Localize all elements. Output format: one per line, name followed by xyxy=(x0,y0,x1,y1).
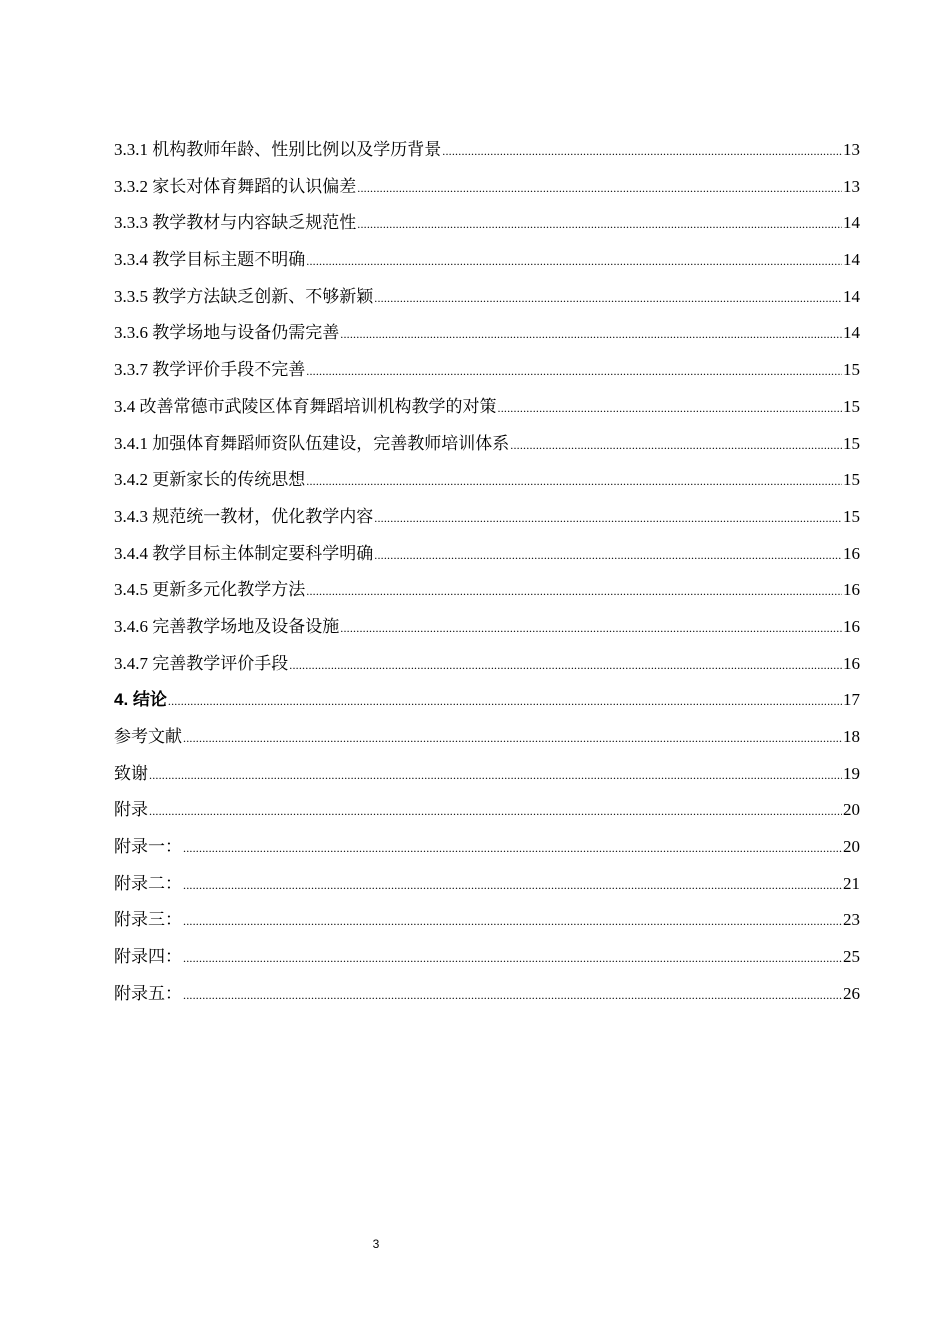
toc-entry[interactable] xyxy=(114,137,860,174)
toc-dot-leader xyxy=(357,211,842,237)
toc-dot-leader xyxy=(498,395,843,421)
toc-entry[interactable] xyxy=(114,724,860,761)
toc-entry-title: 3.3.4 教学目标主题不明确 xyxy=(114,250,306,270)
toc-entry[interactable] xyxy=(114,504,860,541)
toc-entry-page: 15 xyxy=(843,360,860,380)
toc-entry-page: 14 xyxy=(843,286,860,306)
toc-dot-leader xyxy=(149,762,842,788)
toc-entry[interactable] xyxy=(114,577,860,614)
toc-entry-title: 3.4 改善常德市武陵区体育舞蹈培训机构教学的对策 xyxy=(114,396,497,416)
toc-entry-title: 参考文献 xyxy=(114,727,182,746)
toc-dot-leader xyxy=(357,175,842,201)
toc-entry-title: 3.4.6 完善教学场地及设备设施 xyxy=(114,616,340,636)
toc-entry[interactable] xyxy=(114,357,860,394)
toc-entry-title: 附录 xyxy=(114,800,148,820)
toc-dot-leader xyxy=(374,285,842,311)
toc-dot-leader xyxy=(442,138,842,164)
toc-entry-title: 3.3.5 教学方法缺乏创新、不够新颖 xyxy=(114,286,374,306)
toc-entry-title: 致谢 xyxy=(114,763,148,783)
toc-entry[interactable] xyxy=(114,467,860,504)
toc-entry-page: 19 xyxy=(843,763,860,783)
toc-entry-title: 3.3.1 机构教师年龄、性别比例以及学历背景 xyxy=(114,140,442,159)
toc-entry[interactable] xyxy=(114,761,860,798)
toc-entry-page: 13 xyxy=(843,140,860,159)
toc-entry-page: 20 xyxy=(843,800,860,820)
toc-entry-page: 21 xyxy=(843,873,860,893)
toc-entry[interactable] xyxy=(114,871,860,908)
toc-entry[interactable] xyxy=(114,834,860,871)
toc-entry[interactable] xyxy=(114,981,860,1018)
toc-entry-title: 3.4.7 完善教学评价手段 xyxy=(114,653,289,673)
toc-entry-page: 15 xyxy=(843,396,860,416)
toc-entry[interactable] xyxy=(114,394,860,431)
page-number: 3 xyxy=(372,1237,380,1251)
toc-dot-leader xyxy=(306,578,842,604)
toc-entry-page: 15 xyxy=(843,433,860,453)
toc-entry[interactable] xyxy=(114,431,860,468)
toc-entry-title: 4. 结论 xyxy=(114,690,167,710)
toc-dot-leader xyxy=(183,872,842,898)
toc-entry-title: 附录一： xyxy=(114,837,182,857)
toc-entry-page: 16 xyxy=(843,616,860,636)
toc-entry-title: 3.4.4 教学目标主体制定要科学明确 xyxy=(114,543,374,563)
toc-dot-leader xyxy=(306,248,842,274)
toc-entry[interactable] xyxy=(114,284,860,321)
toc-entry-title: 3.3.2 家长对体育舞蹈的认识偏差 xyxy=(114,176,357,196)
toc-dot-leader xyxy=(340,615,842,641)
toc-entry-title: 附录四： xyxy=(114,947,182,967)
toc-entry-title: 附录五： xyxy=(114,983,182,1003)
toc-entry-title: 3.4.2 更新家长的传统思想 xyxy=(114,470,306,490)
toc-entry[interactable] xyxy=(114,651,860,688)
toc-entry[interactable] xyxy=(114,687,860,724)
toc-entry-page: 25 xyxy=(843,947,860,967)
toc-entry-page: 15 xyxy=(843,470,860,490)
toc-entry-page: 20 xyxy=(843,837,860,857)
toc-dot-leader xyxy=(168,688,842,714)
toc-entry-page: 16 xyxy=(843,653,860,673)
toc-entry-page: 14 xyxy=(843,213,860,233)
toc-dot-leader xyxy=(306,468,842,494)
toc-dot-leader xyxy=(510,432,842,458)
toc-entry[interactable] xyxy=(114,614,860,651)
toc-dot-leader xyxy=(340,321,842,347)
toc-entry[interactable] xyxy=(114,174,860,211)
toc-dot-leader xyxy=(149,798,842,824)
toc-dot-leader xyxy=(306,358,842,384)
toc-entry-page: 18 xyxy=(843,727,860,746)
toc-entry-title: 3.4.1 加强体育舞蹈师资队伍建设，完善教师培训体系 xyxy=(114,433,510,453)
toc-dot-leader xyxy=(183,982,842,1008)
toc-entry-title: 3.3.7 教学评价手段不完善 xyxy=(114,360,306,380)
toc-entry-title: 3.3.3 教学教材与内容缺乏规范性 xyxy=(114,213,357,233)
toc-dot-leader xyxy=(374,505,842,531)
toc-dot-leader xyxy=(183,725,842,751)
toc-entry[interactable] xyxy=(114,907,860,944)
toc-dot-leader xyxy=(183,835,842,861)
toc-dot-leader xyxy=(374,542,842,568)
toc-entry-page: 16 xyxy=(843,543,860,563)
toc-entry-title: 3.4.5 更新多元化教学方法 xyxy=(114,580,306,600)
toc-entry-title: 附录二： xyxy=(114,873,182,893)
toc-entry-page: 15 xyxy=(843,506,860,526)
toc-entry-page: 26 xyxy=(843,983,860,1003)
toc-entry[interactable] xyxy=(114,210,860,247)
toc-entry[interactable] xyxy=(114,541,860,578)
toc-entry-page: 23 xyxy=(843,910,860,930)
toc-entry-title: 附录三： xyxy=(114,910,182,930)
toc-entry-title: 3.3.6 教学场地与设备仍需完善 xyxy=(114,323,340,343)
toc-dot-leader xyxy=(183,945,842,971)
toc-entry-title: 3.4.3 规范统一教材，优化教学内容 xyxy=(114,506,374,526)
toc-entry[interactable] xyxy=(114,797,860,834)
toc-dot-leader xyxy=(289,652,842,678)
toc-entry-page: 14 xyxy=(843,323,860,343)
toc-entry-page: 13 xyxy=(843,176,860,196)
table-of-contents xyxy=(114,137,860,1018)
toc-entry-page: 17 xyxy=(843,690,860,710)
toc-dot-leader xyxy=(183,908,842,934)
toc-entry-page: 16 xyxy=(843,580,860,600)
toc-entry[interactable] xyxy=(114,247,860,284)
toc-entry-page: 14 xyxy=(843,250,860,270)
toc-entry[interactable] xyxy=(114,944,860,981)
toc-entry[interactable] xyxy=(114,320,860,357)
